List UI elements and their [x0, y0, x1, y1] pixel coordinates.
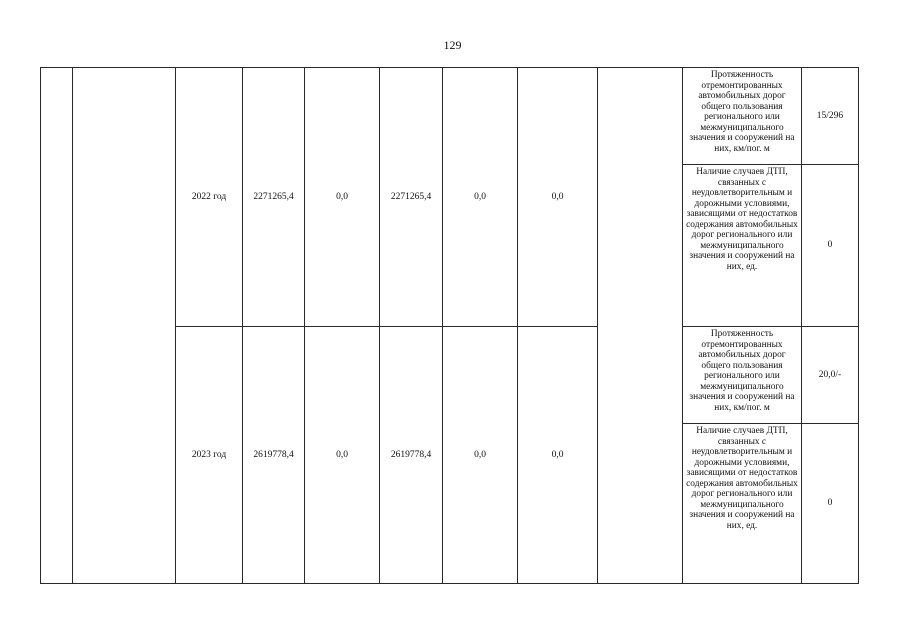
indicator-value-cell: 0 [802, 424, 859, 584]
indicator-name-cell: Протяженность отремонтированных автомобильных дорог общего пользования регионального или межмуниципального значения и сооружений на них, км/пог. м [683, 68, 802, 165]
year-cell: 2022 год [176, 68, 243, 327]
row-number-cell [41, 68, 73, 584]
amount-cell: 0,0 [305, 68, 380, 327]
amount-cell: 2271265,4 [380, 68, 443, 327]
indicator-value-cell: 15/296 [802, 68, 859, 165]
amount-cell: 2619778,4 [380, 327, 443, 584]
indicator-name-cell: Наличие случаев ДТП, связанных с неудовлетворительным и дорожными условиями, зависящими от недостатков содержания автомобильных дорог регионального или межмуниципального значения и сооружений на них, ед. [683, 424, 802, 584]
amount-cell: 0,0 [443, 68, 518, 327]
total-cell: 2271265,4 [243, 68, 305, 327]
indicator-name-cell: Наличие случаев ДТП, связанных с неудовлетворительным и дорожными условиями, зависящими от недостатков содержания автомобильных дорог регионального или межмуниципального значения и сооружений на них, ед. [683, 165, 802, 327]
indicator-name-cell: Протяженность отремонтированных автомобильных дорог общего пользования регионального или межмуниципального значения и сооружений на них, км/пог. м [683, 327, 802, 424]
amount-cell: 0,0 [518, 327, 598, 584]
page-number: 129 [443, 38, 462, 52]
indicator-value-cell: 20,0/- [802, 327, 859, 424]
indicator-value-cell: 0 [802, 165, 859, 327]
amount-cell: 0,0 [443, 327, 518, 584]
financing-table [40, 67, 859, 584]
table-row [41, 68, 859, 165]
year-cell: 2023 год [176, 327, 243, 584]
empty-cell [598, 68, 683, 584]
amount-cell: 0,0 [305, 327, 380, 584]
total-cell: 2619778,4 [243, 327, 305, 584]
measure-name-cell [73, 68, 176, 584]
amount-cell: 0,0 [518, 68, 598, 327]
